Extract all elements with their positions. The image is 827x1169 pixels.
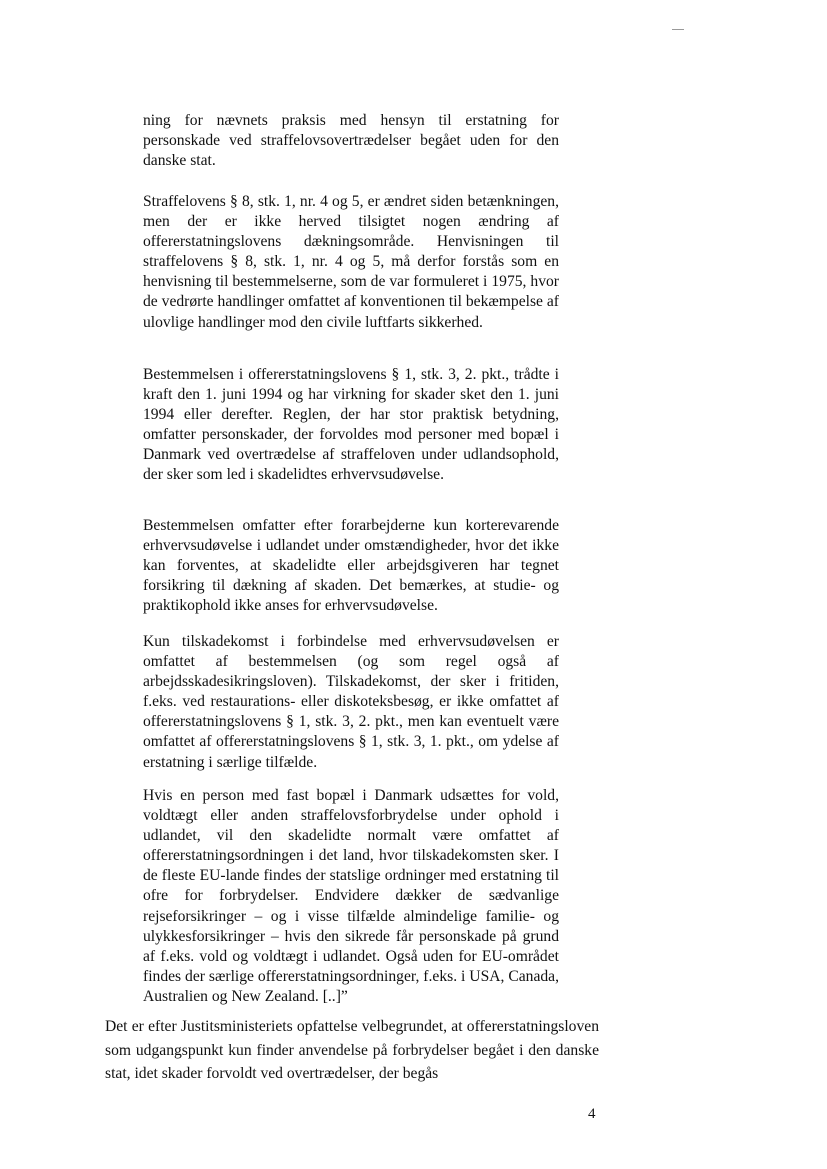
quote-paragraph-1: ning for nævnets praksis med hensyn til erstatning for personskade ved straffelovsovertrædelser begået uden for den danske stat. [143,112,559,170]
body-paragraph: Det er efter Justitsministeriets opfattelse velbegrundet, at offererstatningsloven som udgangspunkt kun finder anvendelse på forbrydelser begået i den danske stat, idet skader forvoldt ved overtrædelser, der begås [105,1018,599,1083]
quote-paragraph-6: Hvis en person med fast bopæl i Danmark udsættes for vold, voldtægt eller anden straffelovsforbrydelse under ophold i udlandet, vil den skadelidte normalt være omfattet af offererstatningsordningen i det land, hvor tilskadekomsten sker. I de fleste EU-lande findes der statslige ordninger med erstatning til ofre for forbrydelser. Endvidere dækker de sædvanlige rejseforsikringer – og i visse tilfælde almindelige familie- og ulykkesforsikringer – hvis den sikrede får personskade på grund af f.eks. vold og voldtægt i udlandet. Også uden for EU-området findes der særlige offererstatningsordninger, f.eks. i USA, Canada, Australien og New Zealand. [..]” [143,787,559,1005]
scan-mark [672,29,684,30]
quote-paragraph-5: Kun tilskadekomst i forbindelse med erhvervsudøvelsen er omfattet af bestemmelsen (og som regel også af arbejdsskadesikringsloven). Tilskadekomst, der sker i fritiden, f.eks. ved restaurations- eller diskoteksbesøg, er ikke omfattet af offererstatningslovens § 1, stk. 3, 2. pkt., men kan eventuelt være omfattet af offererstatningslovens § 1, stk. 3, 1. pkt., om ydelse af erstatning i særlige tilfælde. [143,633,559,771]
quote-paragraph-4: Bestemmelsen omfatter efter forarbejderne kun korterevarende erhvervsudøvelse i udlandet under omstændigheder, hvor det ikke kan forventes, at skadelidte eller arbejdsgiveren har tegnet forsikring til dækning af skaden. Det bemærkes, at studie- og praktikophold ikke anses for erhvervsudøvelse. [143,517,559,615]
page-number: 4 [588,1106,596,1122]
quote-paragraph-3: Bestemmelsen i offererstatningslovens § 1, stk. 3, 2. pkt., trådte i kraft den 1. juni 1994 og har virkning for skader sket den 1. juni 1994 eller derefter. Reglen, der har stor praktisk betydning, omfatter personskader, der forvoldes mod personer med bopæl i Danmark ved overtrædelse af straffeloven under udlandsophold, der sker som led i skadelidtes erhvervsudøvelse. [143,366,559,484]
quote-paragraph-2: Straffelovens § 8, stk. 1, nr. 4 og 5, er ændret siden betænkningen, men der er ikke herved tilsigtet nogen ændring af offererstatningslovens dækningsområde. Henvisningen til straffelovens § 8, stk. 1, nr. 4 og 5, må derfor forstås som en henvisning til bestemmelserne, som de var formuleret i 1975, hvor de vedrørte handlinger omfattet af konventionen til bekæmpelse af ulovlige handlinger mod den civile luftfarts sikkerhed. [143,193,559,331]
